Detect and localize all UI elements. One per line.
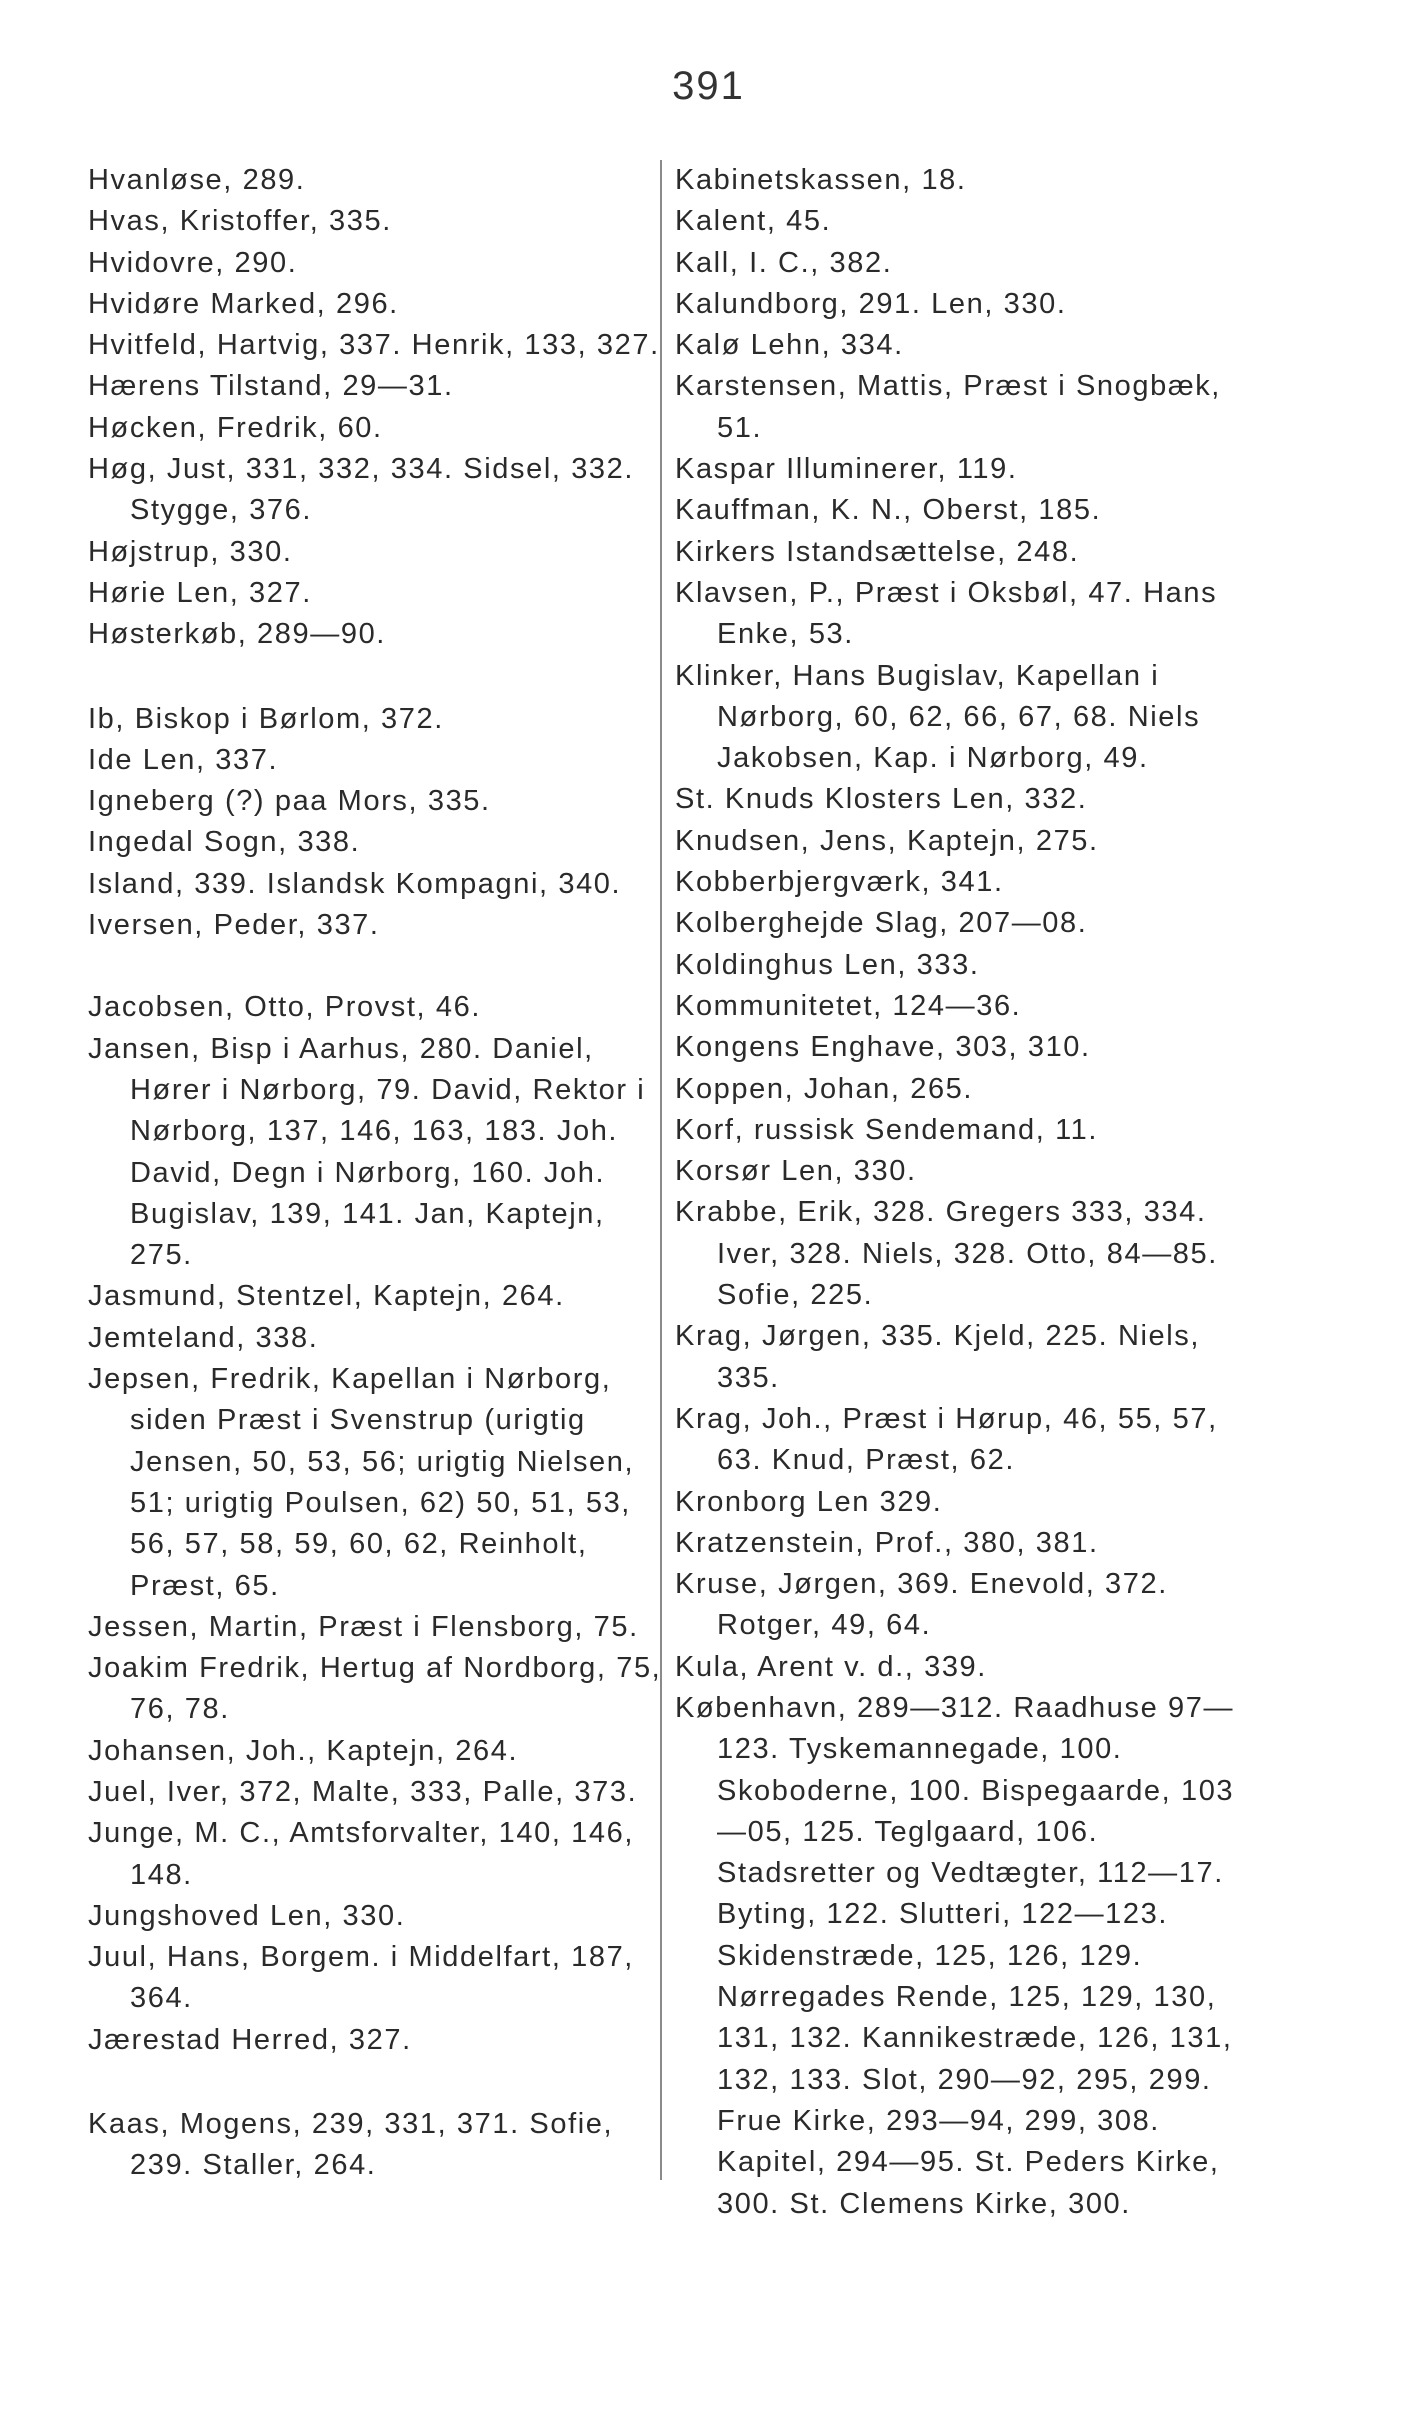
index-entry: Kaas, Mogens, 239, 331, 371. Sofie, 239. Staller, 264. xyxy=(88,2108,614,2182)
index-entry: Høg, Just, 331, 332, 334. Sidsel, 332. Stygge, 376. xyxy=(88,453,635,527)
index-entry: Jasmund, Stentzel, Kaptejn, 264. xyxy=(88,1280,565,1313)
index-entry: Jærestad Herred, 327. xyxy=(88,2023,412,2056)
index-entry: Jungshoved Len, 330. xyxy=(88,1899,406,1932)
index-entry: Kobberbjergværk, 341. xyxy=(675,866,1004,899)
index-entry: Island, 339. Islandsk Kompagni, 340. xyxy=(88,867,622,900)
index-entry: Johansen, Joh., Kaptejn, 264. xyxy=(88,1734,519,1767)
index-entry: Kula, Arent v. d., 339. xyxy=(675,1650,987,1683)
index-entry: Hvanløse, 289. xyxy=(88,164,306,196)
index-entry: Klavsen, P., Præst i Oksbøl, 47. Hans Enke, 53. xyxy=(675,576,1218,651)
index-entry: Kruse, Jørgen, 369. Enevold, 372. Rotger, 49, 64. xyxy=(675,1568,1168,1642)
index-entry: Kratzenstein, Prof., 380, 381. xyxy=(675,1526,1099,1559)
index-entry: Jansen, Bisp i Aarhus, 280. Daniel, Hører i Nørborg, 79. David, Rektor i Nørborg, 137, 146, 163, 183. Joh. David, Degn i Nørborg, 160. Joh. Bugislav, 139, 141. Jan, Kaptejn, 275. xyxy=(88,1032,646,1272)
index-entry: Korsør Len, 330. xyxy=(675,1155,917,1188)
index-entry: Juel, Iver, 372, Malte, 333, Palle, 373. xyxy=(88,1775,638,1808)
index-entry: Koppen, Johan, 265. xyxy=(675,1072,974,1105)
index-entry: Kauffman, K. N., Oberst, 185. xyxy=(675,494,1102,527)
index-entry: Ide Len, 337. xyxy=(88,743,279,776)
index-entry: Kommunitetet, 124—36. xyxy=(675,989,1022,1022)
index-entry: Ib, Biskop i Børlom, 372. xyxy=(88,702,444,735)
index-entry: Junge, M. C., Amtsforvalter, 140, 146, 148. xyxy=(88,1817,634,1891)
index-entry: Joakim Fredrik, Hertug af Nordborg, 75, 76, 78. xyxy=(88,1652,662,1726)
index-entry: St. Knuds Klosters Len, 332. xyxy=(675,783,1088,816)
index-entry: Kronborg Len 329. xyxy=(675,1485,943,1518)
index-entry: Iversen, Peder, 337. xyxy=(88,909,380,942)
index-entry: Klinker, Hans Bugislav, Kapellan i Nørborg, 60, 62, 66, 67, 68. Niels Jakobsen, Kap. i Nørborg, 49. xyxy=(675,659,1201,775)
index-entry: Kabinetskassen, 18. xyxy=(675,164,967,196)
page-number: 391 xyxy=(672,64,745,108)
index-entry: Hvidovre, 290. xyxy=(88,246,298,279)
index-entry: Kalent, 45. xyxy=(675,205,832,238)
index-entry: Krag, Jørgen, 335. Kjeld, 225. Niels, 335. xyxy=(675,1320,1201,1394)
index-entry: Karstensen, Mattis, Præst i Snogbæk, 51. xyxy=(675,370,1221,444)
index-entry: Høcken, Fredrik, 60. xyxy=(88,411,383,444)
index-entry: Hvas, Kristoffer, 335. xyxy=(88,205,392,238)
index-entry: Kalundborg, 291. Len, 330. xyxy=(675,287,1067,320)
index-entry: Korf, russisk Sendemand, 11. xyxy=(675,1113,1099,1146)
index-entry: Kirkers Istandsættelse, 248. xyxy=(675,535,1080,568)
index-entry: Jessen, Martin, Præst i Flensborg, 75. xyxy=(88,1610,639,1643)
index-entry: Kall, I. C., 382. xyxy=(675,246,893,279)
index-entry: Juul, Hans, Borgem. i Middelfart, 187, 364. xyxy=(88,1941,634,2015)
index-entry: Hvidøre Marked, 296. xyxy=(88,287,399,320)
index-entry: Knudsen, Jens, Kaptejn, 275. xyxy=(675,824,1099,857)
index-entry: Jemteland, 338. xyxy=(88,1321,319,1354)
index-entry: Jacobsen, Otto, Provst, 46. xyxy=(88,991,481,1024)
index-entry: Hærens Tilstand, 29—31. xyxy=(88,370,454,403)
index-entry: Kongens Enghave, 303, 310. xyxy=(675,1031,1091,1064)
left-column xyxy=(88,160,668,2187)
right-column xyxy=(675,160,1255,2225)
index-entry: Kalø Lehn, 334. xyxy=(675,329,904,362)
index-entry: Hørie Len, 327. xyxy=(88,576,312,609)
index-entry: Ingedal Sogn, 338. xyxy=(88,826,361,859)
index-entry: Hvitfeld, Hartvig, 337. Henrik, 133, 327. xyxy=(88,329,660,362)
index-entry: Krag, Joh., Præst i Hørup, 46, 55, 57, 63. Knud, Præst, 62. xyxy=(675,1402,1218,1477)
index-entry: Højstrup, 330. xyxy=(88,535,293,568)
index-entry: Kolberghejde Slag, 207—08. xyxy=(675,907,1088,940)
index-entry: København, 289—312. Raadhuse 97—123. Tyskemannegade, 100. Skoboderne, 100. Bispegaarde, 103—05, 125. Teglgaard, 106. Stadsretter og Vedtægter, 112—17. Byting, 122. Slutteri, 122—123. Skidenstræde, 125, 126, 129. Nørregades Rende, 125, 129, 130, 131, 132. Kannikestræde, 126, 131, 132, 133. Slot, 290—92, 295, 299. Frue Kirke, 293—94, 299, 308. Kapitel, 294—95. St. Peders Kirke, 300. St. Clemens Kirke, 300. xyxy=(675,1691,1235,2220)
index-entry: Høsterkøb, 289—90. xyxy=(88,618,386,651)
index-entry: Jepsen, Fredrik, Kapellan i Nørborg, siden Præst i Svenstrup (urigtig Jensen, 50, 53, 56; urigtig Nielsen, 51; urigtig Poulsen, 62) 50, 51, 53, 56, 57, 58, 59, 60, 62, Reinholt, Præst, 65. xyxy=(88,1363,635,1602)
index-entry: Kaspar Illuminerer, 119. xyxy=(675,453,1018,486)
index-entry: Koldinghus Len, 333. xyxy=(675,948,980,981)
index-entry: Igneberg (?) paa Mors, 335. xyxy=(88,785,491,818)
index-entry: Krabbe, Erik, 328. Gregers 333, 334. Iver, 328. Niels, 328. Otto, 84—85. Sofie, 225. xyxy=(675,1196,1218,1312)
